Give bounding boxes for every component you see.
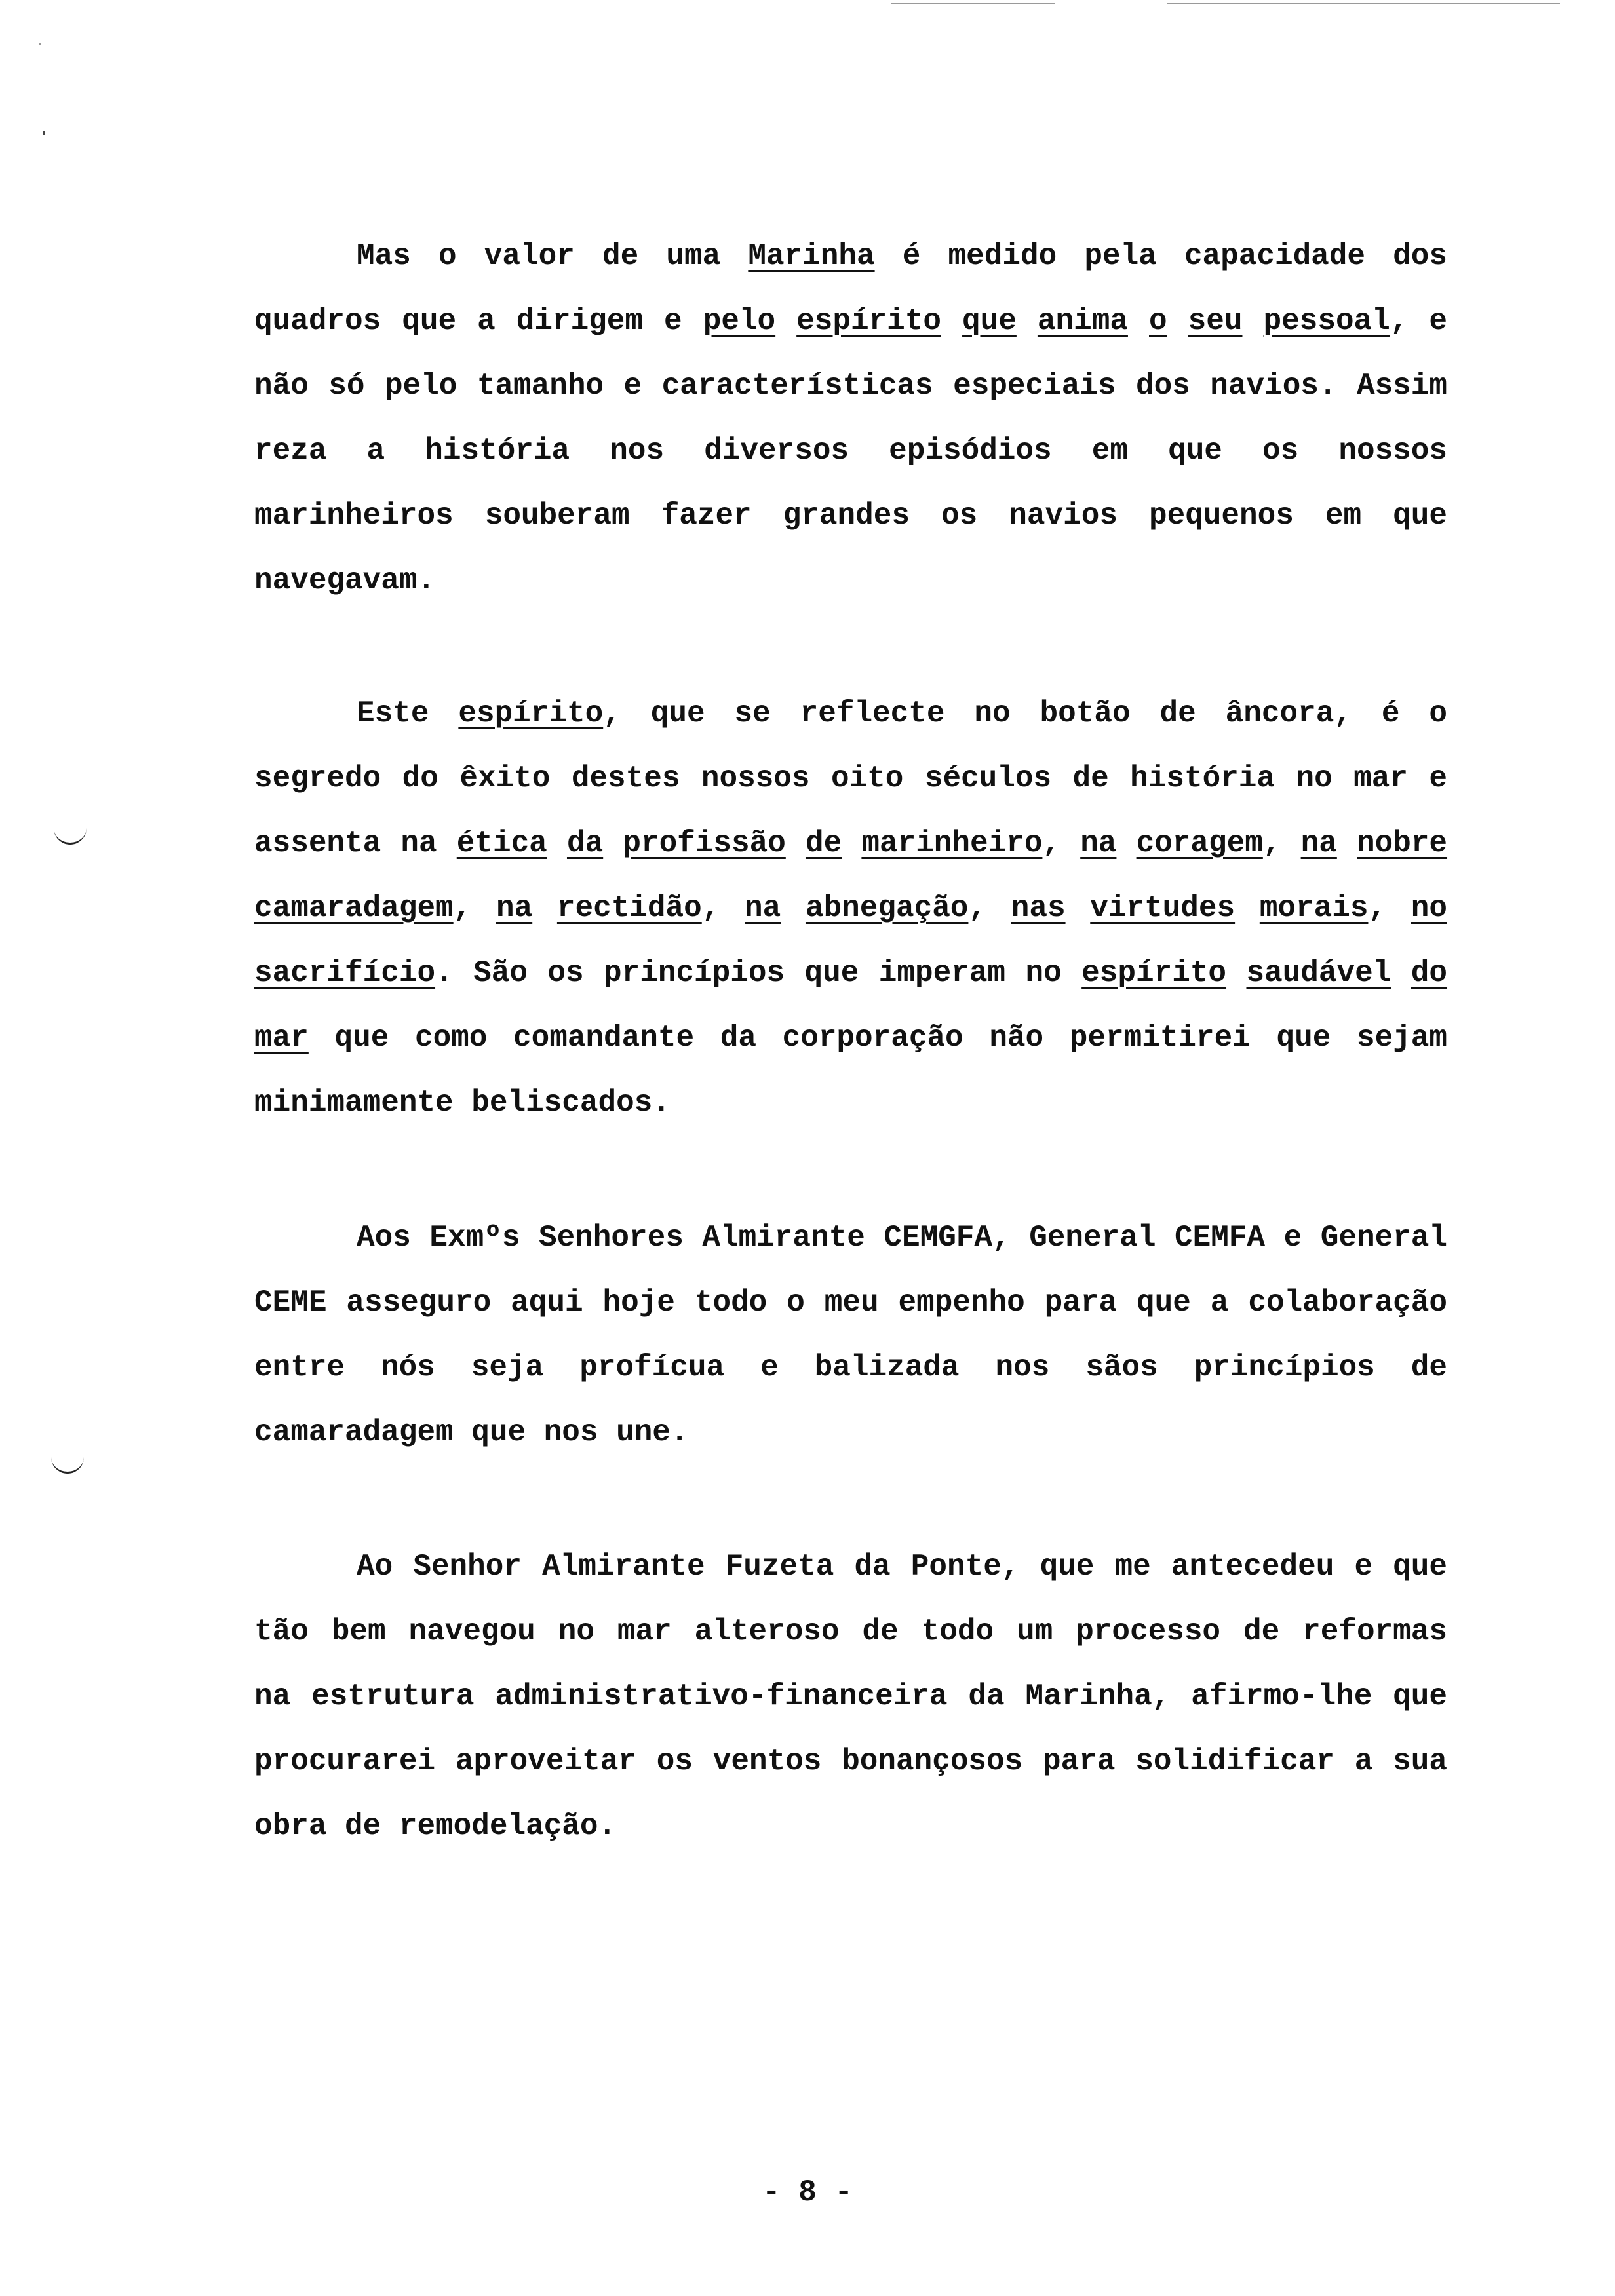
text-run: , [453, 891, 496, 925]
underlined-text: Marinha [748, 239, 875, 273]
text-run: . São os princípios que imperam no [435, 956, 1082, 990]
underlined-text: espírito [458, 697, 604, 731]
underlined-text: profissão [623, 826, 786, 860]
text-run: , [1042, 826, 1081, 860]
text-run [941, 304, 962, 338]
text-run: Mas o valor de uma [357, 239, 749, 273]
text-run [1066, 891, 1091, 925]
underlined-text: virtudes [1090, 891, 1236, 925]
text-run: é medido pela capacidade dos quadros que a dirigem e [254, 239, 1447, 338]
text-run: , que se reflecte no botão de âncora, é o segredo do êxito destes nossos oito séculos de história no mar e assenta na [254, 697, 1447, 860]
text-run [781, 891, 806, 925]
text-run: que como comandante da corporação não permitirei que sejam minimamente beliscados. [254, 1021, 1447, 1120]
underlined-text: de [805, 826, 842, 860]
underlined-text: pessoal [1263, 304, 1390, 338]
page-number: - 8 - [762, 2175, 853, 2210]
text-run [1226, 956, 1246, 990]
underlined-text: camaradagem [254, 891, 454, 925]
text-run [775, 304, 796, 338]
underlined-text: no [1411, 891, 1447, 925]
underlined-text: sacrifício [254, 956, 436, 990]
text-run [1235, 891, 1260, 925]
margin-pencil-mark [54, 827, 87, 845]
top-edge-rule [1167, 3, 1560, 4]
underlined-text: que [962, 304, 1017, 338]
text-run: , [701, 891, 745, 925]
text-run [1167, 304, 1188, 338]
underlined-text: marinheiro [861, 826, 1043, 860]
underlined-text: mar [254, 1021, 309, 1055]
paragraph-1 [254, 224, 1447, 613]
underlined-text: anima [1037, 304, 1128, 338]
underlined-text: abnegação [805, 891, 969, 925]
underlined-text: nobre [1357, 826, 1448, 860]
text-run [1391, 956, 1411, 990]
scan-speck [43, 131, 45, 135]
underlined-text: morais [1259, 891, 1369, 925]
text-run [547, 826, 567, 860]
paragraph-3 [254, 1206, 1447, 1465]
underlined-text: da [566, 826, 604, 860]
text-run: Aos Exmºs Senhores Almirante CEMGFA, General CEMFA e General CEME asseguro aqui hoje todo o meu empenho para que a colaboração entre nós seja profícua e balizada nos sãos princípios de camaradagem que nos une. [254, 1221, 1447, 1449]
paragraph-2 [254, 681, 1447, 1136]
text-run: Ao Senhor Almirante Fuzeta da Ponte, que me antecedeu e que tão bem navegou no mar alteroso de todo um processo de reformas na estrutura administrativo-financeira da Marinha, afirmo-lhe que procurarei aproveitar os ventos bonançosos para solidificar a sua obra de remodelação. [254, 1550, 1447, 1843]
underlined-text: coragem [1136, 826, 1263, 860]
text-run [1128, 304, 1149, 338]
underlined-text: rectidão [556, 891, 702, 925]
text-run [1116, 826, 1136, 860]
margin-pencil-mark [51, 1456, 84, 1474]
text-run: , [968, 891, 1011, 925]
underlined-text: na [745, 891, 781, 925]
underlined-text: espírito [1081, 956, 1227, 990]
underlined-text: seu [1188, 304, 1243, 338]
scan-speck [39, 43, 41, 45]
text-run [532, 891, 557, 925]
underlined-text: na [496, 891, 533, 925]
text-run: , e não só pelo tamanho e características especiais dos navios. Assim reza a história nos diversos episódios em que os nossos marinheiros souberam fazer grandes os navios pequenos em que navegavam. [254, 304, 1448, 598]
text-run: Este [357, 697, 459, 731]
text-run [603, 826, 623, 860]
underlined-text: espírito [796, 304, 941, 338]
text-run [842, 826, 861, 860]
underlined-text: do [1411, 956, 1448, 990]
paragraph-4 [254, 1535, 1447, 1859]
underlined-text: nas [1011, 891, 1066, 925]
underlined-text: ética [456, 826, 547, 860]
underlined-text: na [1300, 826, 1337, 860]
text-run [1017, 304, 1038, 338]
text-run [786, 826, 806, 860]
text-run: , [1368, 891, 1411, 925]
text-run [1337, 826, 1357, 860]
underlined-text: o [1149, 304, 1167, 338]
text-run: , [1262, 826, 1301, 860]
underlined-text: saudável [1246, 956, 1391, 990]
underlined-text: pelo [703, 304, 776, 338]
underlined-text: na [1080, 826, 1117, 860]
text-run [1242, 304, 1263, 338]
top-edge-rule [891, 3, 1055, 4]
